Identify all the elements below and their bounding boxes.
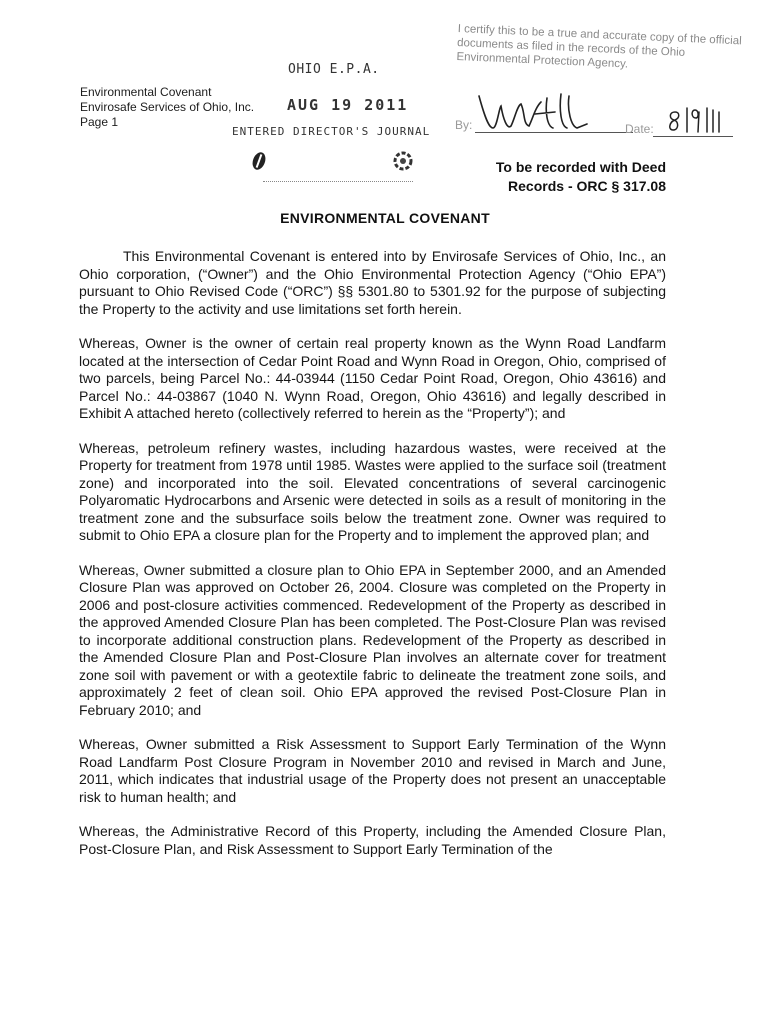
header-line: Environmental Covenant [80,85,212,99]
by-label: By: [455,118,473,132]
stamp-agency: OHIO E.P.A. [288,62,380,77]
stamp-dotted-line [263,181,413,182]
certification-text: I certify this to be a true and accurate copy of the official documents as filed in the records of the Ohio Environmental Protection Agency. [456,22,742,71]
body-paragraph: Whereas, Owner submitted a closure plan to Ohio EPA in September 2000, and an Amended Closure Plan was approved on October 26, 2004. Closure was completed on the Property in 2006 and post-closure activities commenced. Redevelopment of the Property as described in the approved Amended Closure Plan has been completed. The Post-Closure Plan was revised to incorporate additional construction plans. Redevelopment of the Property as described in the Amended Closure Plan and Post-Closure Plan involves an alternate cover for treatment zone soil with pavement or with a geotextile fabric to delineate the treatment zone soils, and approximately 2 feet of clean soil. Ohio EPA approved the revised Post-Closure Plan in February 2010; and [79,561,666,718]
header-line: Envirosafe Services of Ohio, Inc. [80,100,255,114]
recording-notice [470,158,666,196]
date-label: Date: [625,122,654,136]
stamp-seal-mark-icon [392,150,414,172]
document-body [79,248,666,875]
stamp-date: AUG 19 2011 [287,96,409,114]
document-title: ENVIRONMENTAL COVENANT [280,210,490,226]
body-paragraph: Whereas, Owner is the owner of certain real property known as the Wynn Road Landfarm located at the intersection of Cedar Point Road and Wynn Road in Oregon, Ohio, comprised of two parcels, being Parcel No.: 44-03944 (1150 Cedar Point Road, Oregon, Ohio 43616) and Parcel No.: 44-03867 (1040 N. Wynn Road, Oregon, Ohio 43616) and legally described in Exhibit A attached hereto (collectively referred to herein as the “Property”); and [79,335,666,421]
handwritten-signature [475,88,625,136]
date-line [653,136,733,137]
document-header [80,85,254,130]
body-paragraph: Whereas, the Administrative Record of this Property, including the Amended Closure Plan, Post-Closure Plan, and Risk Assessment to Support Early Termination of the [79,823,666,857]
body-paragraph: Whereas, Owner submitted a Risk Assessment to Support Early Termination of the Wynn Road Landfarm Post Closure Program in November 2010 and revised in March and June, 2011, which indicates that industrial usage of the Property does not present an unacceptable risk to human health; and [79,736,666,805]
header-line: Page 1 [80,115,119,129]
recording-notice-line: To be recorded with Deed [495,159,666,175]
body-paragraph: This Environmental Covenant is entered into by Envirosafe Services of Ohio, Inc., an Ohio corporation, (“Owner”) and the Ohio Environmental Protection Agency (“Ohio EPA”) pursuant to Ohio Revised Code (“ORC”) §§ 5301.80 to 5301.92 for the purpose of subjecting the Property to the activity and use limitations set forth herein. [79,248,666,317]
stamp-seal-mark-icon [250,150,268,172]
body-paragraph: Whereas, petroleum refinery wastes, including hazardous wastes, were received at the Property for treatment from 1978 until 1985. Wastes were applied to the surface soil (treatment zone) and incorporated into the soil. Elevated concentrations of several carcinogenic Polyaromatic Hydrocarbons and Arsenic were detected in soils as a result of monitoring in the treatment zone and the subsurface soils below the treatment zone. Owner was required to submit to Ohio EPA a closure plan for the Property and to implement the approved plan; and [79,439,666,543]
recording-notice-line: Records - ORC § 317.08 [508,178,666,194]
stamp-journal: ENTERED DIRECTOR'S JOURNAL [232,125,431,138]
handwritten-date [665,104,735,136]
